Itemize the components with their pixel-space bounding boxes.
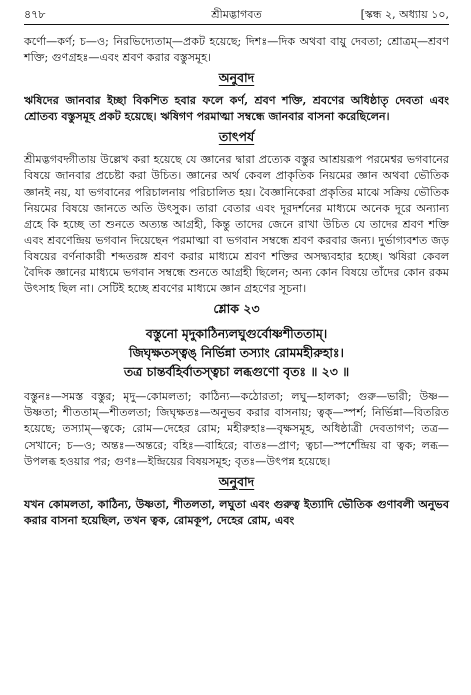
verse-line: তত্র চান্তর্বহির্বাতস্ত্বচা লব্ধগুণো বৃতঃ ॥ ২৩ ॥: [123, 364, 350, 380]
translation-heading-2: অনুবাদ: [218, 473, 255, 489]
verse-line: জিঘৃক্ষতস্ত্বঙ্ নির্ভিন্না তস্যাং রোমমহীরুহাঃ।: [129, 345, 344, 361]
translation-text: ঋষিদের জানবার ইচ্ছা বিকশিত হবার ফলে কর্ণ, শ্রবণ শক্তি, শ্রবণের অধিষ্ঠাতৃ দেবতা এবং শ্রোতব্য বস্তুসমূহ প্রকট হয়েছে। ঋষিগণ পরমাত্মা সম্বন্ধে জানবার বাসনা করেছিলেন।: [24, 94, 449, 124]
page-content: [24, 34, 449, 529]
verse-heading: শ্লোক ২৩: [213, 301, 260, 317]
book-title: শ্রীমদ্ভাগবত: [211, 8, 262, 21]
page-number: ৪৭৮: [24, 8, 46, 21]
word-meanings-previous-verse: কর্ণো—কর্ণ; চ—ও; নিরভিদ্যেতাম্—প্রকট হয়েছে; দিশঃ—দিক অথবা বায়ু দেবতা; শ্রোত্রম্—শ্রবণ শক্তি; গুণগ্রহঃ—এবং শ্রবণ করার বস্তুসমূহ।: [24, 35, 449, 65]
purport-heading: তাৎপর্য: [218, 129, 255, 145]
word-meanings-verse: বস্তুনঃ—সমস্ত বস্তুর; মৃদু—কোমলতা; কাঠিন্য—কঠোরতা; লঘু—হালকা; গুরু—ভারী; উষ্ণ—উষ্ণতা; শীততাম্—শীতলতা; জিঘৃক্ষতঃ—অনুভব করার বাসনায়; ত্বক্—স্পর্শ; নির্ভিন্না—বিতরিত হয়েছে; তস্যাম্—ত্বকে; রোম—দেহের রোম; মহীরুহাঃ—বৃক্ষসমূহ, অধিষ্ঠাত্রী দেবতাগণ; তত্র—সেখানে; চ—ও; অন্তঃ—অন্তরে; বহিঃ—বাহিরে; বাতঃ—প্রাণ; ত্বচা—স্পর্শেন্দ্রিয় বা ত্বক; লব্ধ—উপলব্ধ হওয়ার পর; গুণঃ—ইন্দ্রিয়ের বিষয়সমূহ; বৃতঃ—উৎপন্ন হয়েছে।: [24, 390, 449, 468]
sanskrit-verse: [24, 324, 449, 381]
header-divider: [24, 24, 449, 25]
translation-heading: অনুবাদ: [218, 70, 255, 86]
chapter-reference: [স্কন্ধ ২, অধ্যায় ১০,: [360, 8, 449, 21]
translation-text-2: যখন কোমলতা, কাঠিন্য, উষ্ণতা, শীতলতা, লঘুতা এবং গুরুত্ব ইত্যাদি ভৌতিক গুণাবলী অনুভব করার বাসনা হয়েছিল, তখন ত্বক, রোমকূপ, দেহের রোম, এবং: [24, 497, 449, 527]
purport-text: শ্রীমদ্ভগবদ্গীতায় উল্লেখ করা হয়েছে যে জ্ঞানের দ্বারা প্রত্যেক বস্তুর আশ্রয়রূপ পরমেশ্বর ভগবানের বিষয়ে জানবার প্রচেষ্টা করা উচিত। জ্ঞানের অর্থ কেবল প্রাকৃতিক নিয়মের জ্ঞান অথবা ভৌতিক জ্ঞানই নয়, যা ভগবানের পরিচালনায় পরিচালিত হয়। বৈজ্ঞানিকেরা প্রকৃতির মাঝে সক্রিয় ভৌতিক নিয়মের বিষয়ে জানতে অতি উৎসুক। তারা বেতার এবং দূরদর্শনের মাধ্যমে অনেক দূরে অন্যান্য গ্রহে কি হচ্ছে তা শুনতে অত্যন্ত আগ্রহী, কিন্তু তাদের জেনে রাখা উচিত যে তাদের শ্রবণ শক্তি এবং শ্রবণেন্দ্রিয় ভগবান দিয়েছেন পরমাত্মা বা ভগবান সম্বন্ধে শ্রবণ করবার জন্য। দুর্ভাগ্যবশত জড় বিষয়ের বর্ণনাকারী শব্দতরঙ্গ শ্রবণ করার মাধ্যমে শ্রবণ শক্তির অসদ্ব্যবহার হচ্ছে। ঋষিরা কেবল বৈদিক জ্ঞানের মাধ্যমে ভগবান সম্বন্ধে শুনতে আগ্রহী ছিলেন; অন্য কোন বিষয়ে তাঁদের কোন রকম উৎসাহ ছিল না। সেটিই হচ্ছে শ্রবণের মাধ্যমে জ্ঞান গ্রহণের সূচনা।: [24, 153, 449, 296]
page-header: [24, 4, 449, 22]
verse-line: বস্তুনো মৃদুকাঠিন্যলঘুগুর্বোষ্ণশীততাম্।: [145, 326, 328, 342]
